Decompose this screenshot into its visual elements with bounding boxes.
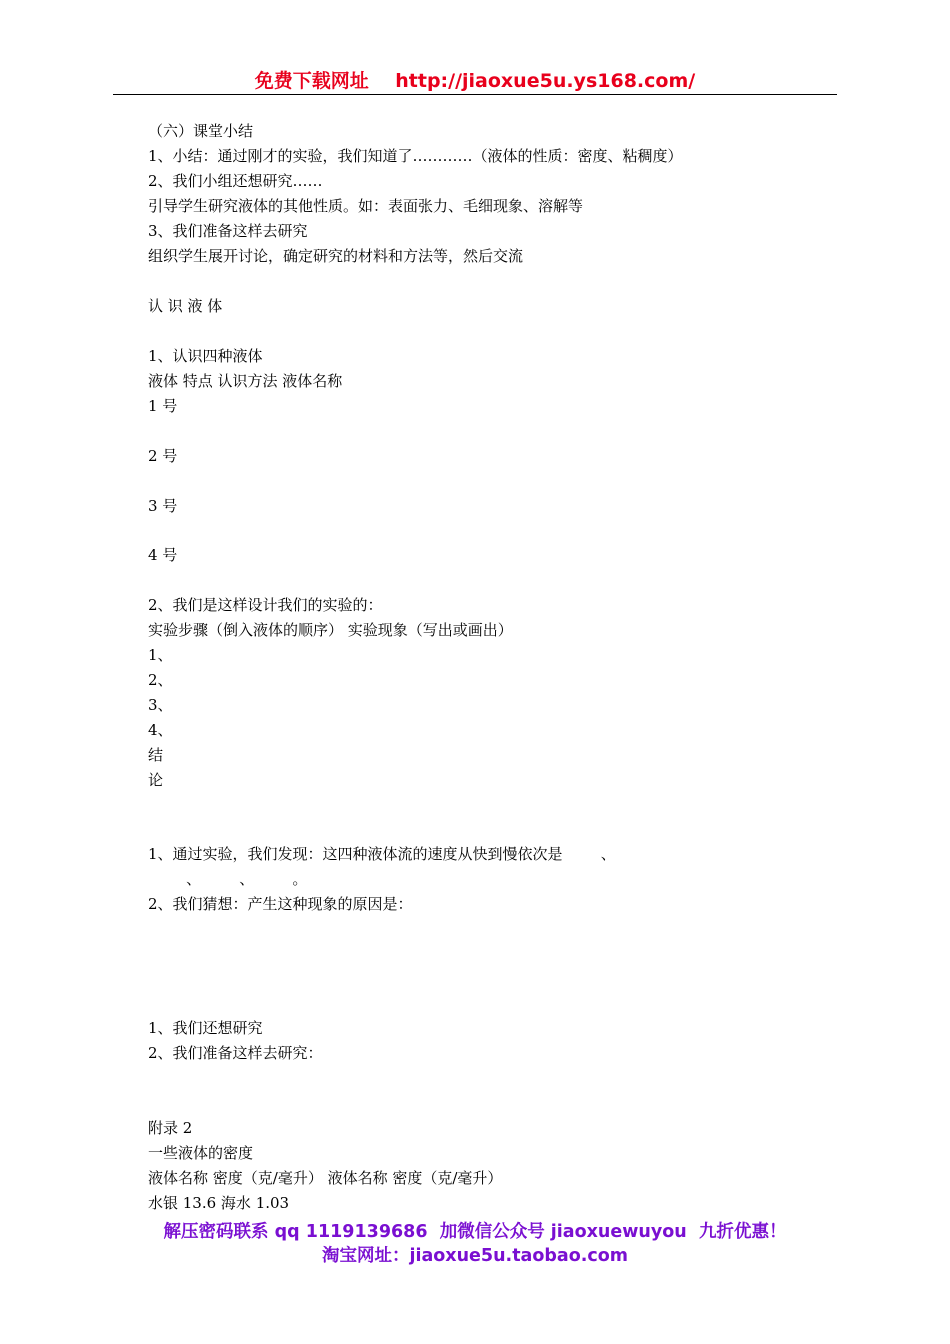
liquid-row-2: 2 号	[148, 447, 178, 465]
header-download-url: 免费下载网址 http://jiaoxue5u.ys168.com/	[254, 70, 696, 92]
experiment-step-1: 1、	[148, 646, 173, 664]
experiment-table-header: 实验步骤（倒入液体的顺序） 实验现象（写出或画出）	[148, 621, 513, 639]
summary-guide-text: 引导学生研究液体的其他性质。如：表面张力、毛细现象、溶解等	[148, 197, 584, 215]
conclusion-label-1: 结	[148, 746, 164, 764]
liquid-row-4: 4 号	[148, 546, 178, 564]
experiment-step-2: 2、	[148, 671, 173, 689]
header-divider	[113, 94, 837, 95]
density-table-row: 水银 13.6 海水 1.03	[148, 1194, 290, 1212]
density-table-header: 液体名称 密度（克/毫升） 液体名称 密度（克/毫升）	[148, 1169, 503, 1187]
conclusion-label-2: 论	[148, 771, 164, 789]
summary-item-3: 3、我们准备这样去研究	[148, 222, 308, 240]
worksheet-title: 认 识 液 体	[148, 297, 223, 315]
further-study-item-2: 2、我们准备这样去研究：	[148, 1044, 323, 1062]
section-title-summary: （六）课堂小结	[148, 122, 254, 140]
conclusion-item-1-continued: 、 、 。	[148, 870, 308, 888]
appendix-subtitle: 一些液体的密度	[148, 1144, 254, 1162]
summary-discussion-text: 组织学生展开讨论，确定研究的材料和方法等，然后交流	[148, 247, 524, 265]
footer-password-contact: 解压密码联系 qq 1119139686 加微信公众号 jiaoxuewuyou 九折优惠！	[163, 1222, 787, 1242]
worksheet-item-2: 2、我们是这样设计我们的实验的：	[148, 596, 383, 614]
summary-item-2: 2、我们小组还想研究……	[148, 172, 323, 190]
summary-item-1: 1、小结：通过刚才的实验，我们知道了…………（液体的性质：密度、粘稠度）	[148, 147, 683, 165]
experiment-step-3: 3、	[148, 696, 173, 714]
further-study-item-1: 1、我们还想研究	[148, 1019, 263, 1037]
footer-taobao-url: 淘宝网址：jiaoxue5u.taobao.com	[321, 1246, 629, 1266]
liquid-row-3: 3 号	[148, 497, 178, 515]
liquid-table-header: 液体 特点 认识方法 液体名称	[148, 372, 343, 390]
conclusion-item-2: 2、我们猜想：产生这种现象的原因是：	[148, 895, 413, 913]
appendix-title: 附录 2	[148, 1119, 193, 1137]
experiment-step-4: 4、	[148, 721, 173, 739]
liquid-row-1: 1 号	[148, 397, 178, 415]
conclusion-item-1: 1、通过实验，我们发现：这四种液体流的速度从快到慢依次是 、	[148, 845, 616, 863]
worksheet-item-1: 1、认识四种液体	[148, 347, 263, 365]
